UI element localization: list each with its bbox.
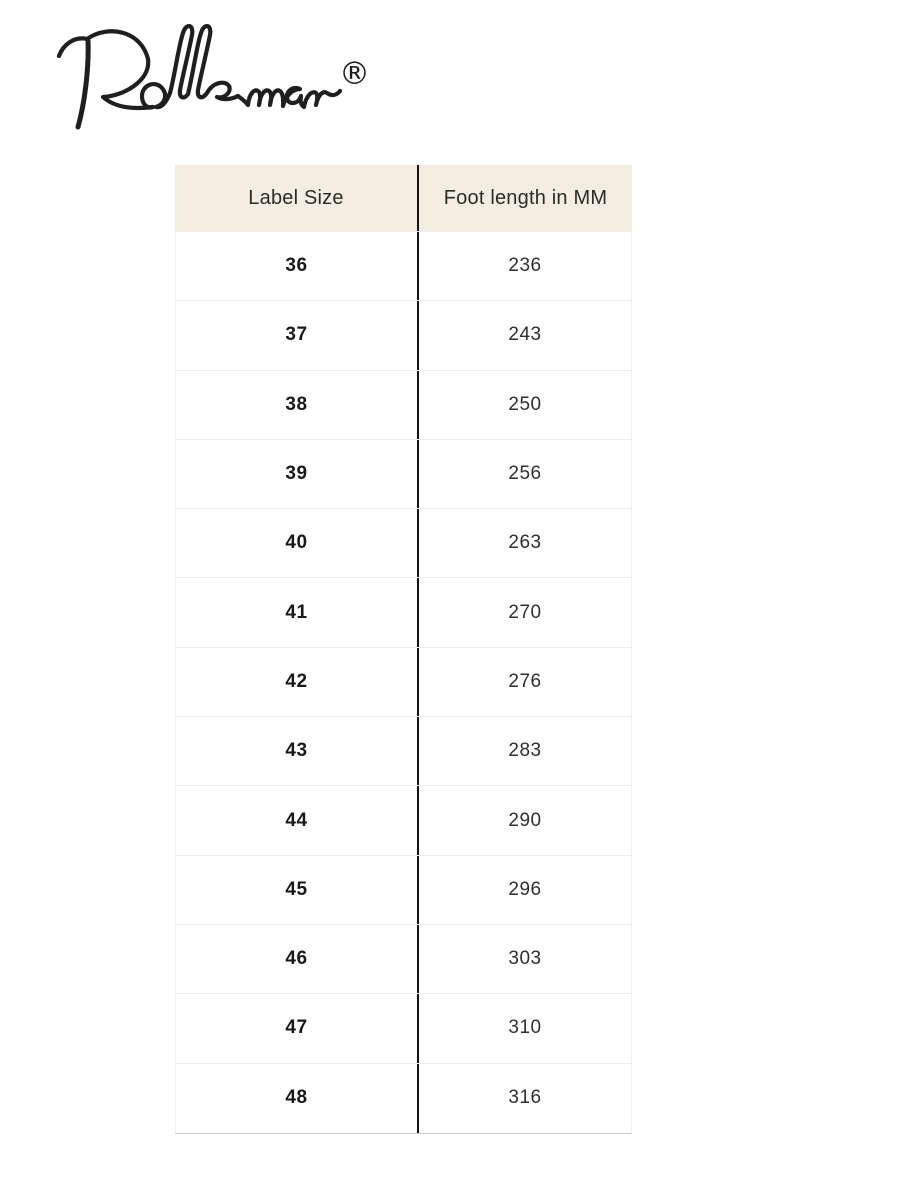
- table-row: [176, 925, 631, 994]
- label-size-cell: 36: [285, 255, 308, 277]
- label-size-cell: 42: [285, 670, 308, 692]
- table-row: [176, 232, 631, 301]
- table-row: [176, 509, 631, 578]
- foot-length-cell: 316: [417, 1064, 631, 1133]
- label-size-cell: 43: [285, 740, 308, 762]
- foot-length-cell: 303: [417, 925, 631, 993]
- header-label-size: Label Size: [248, 186, 344, 209]
- label-size-cell: 46: [285, 948, 308, 970]
- registered-trademark-symbol: ®: [339, 56, 370, 92]
- table-row: [176, 440, 631, 509]
- table-row: [176, 301, 631, 370]
- label-size-cell: 40: [285, 532, 308, 554]
- table-row: [176, 371, 631, 440]
- size-table-body: [175, 232, 632, 1134]
- foot-length-cell: 263: [417, 509, 631, 577]
- foot-length-cell: 236: [417, 232, 631, 300]
- label-size-cell: 38: [285, 393, 308, 415]
- table-row: [176, 856, 631, 925]
- size-table: [175, 165, 632, 1134]
- brand-logo: [55, 22, 390, 140]
- foot-length-cell: 256: [417, 440, 631, 508]
- foot-length-cell: 243: [417, 301, 631, 369]
- foot-length-cell: 250: [417, 371, 631, 439]
- size-table-header: [175, 165, 632, 232]
- label-size-cell: 39: [285, 463, 308, 485]
- label-size-cell: 41: [285, 601, 308, 623]
- label-size-cell: 47: [285, 1017, 308, 1039]
- header-foot-length: Foot length in MM: [417, 165, 632, 231]
- table-row: [176, 786, 631, 855]
- table-row: [176, 994, 631, 1063]
- foot-length-cell: 310: [417, 994, 631, 1062]
- label-size-cell: 44: [285, 809, 308, 831]
- table-row: [176, 717, 631, 786]
- label-size-cell: 37: [285, 324, 308, 346]
- brand-signature-icon: [55, 22, 345, 135]
- foot-length-cell: 296: [417, 856, 631, 924]
- foot-length-cell: 290: [417, 786, 631, 854]
- foot-length-cell: 270: [417, 578, 631, 646]
- table-row: [176, 578, 631, 647]
- table-row: [176, 648, 631, 717]
- table-row: [176, 1064, 631, 1133]
- label-size-cell: 48: [285, 1087, 308, 1109]
- foot-length-cell: 283: [417, 717, 631, 785]
- label-size-cell: 45: [285, 878, 308, 900]
- foot-length-cell: 276: [417, 648, 631, 716]
